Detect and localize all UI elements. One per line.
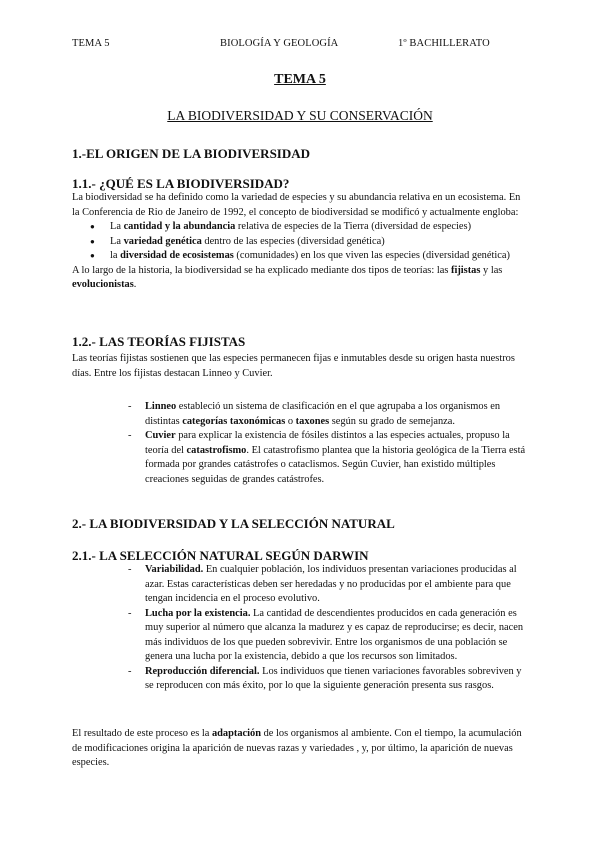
list-item: - Lucha por la existencia. La cantidad de descendientes producidos en cada generación es muy superior al número que alcanza la madurez y es capaz de reproducirse; es decir, nacen más individuos de los que pueden sobrevivir. Entre los organismos de una población se genera una lucha por la existencia, debido a que los recursos son limitados. xyxy=(128,607,528,665)
document-subtitle: LA BIODIVERSIDAD Y SU CONSERVACIÓN xyxy=(167,108,433,123)
section-1-1-body xyxy=(72,191,530,293)
header-center: BIOLOGÍA Y GEOLOGÍA xyxy=(220,38,339,49)
biodiversity-list xyxy=(72,220,530,264)
list-item: - Linneo estableció un sistema de clasificación en el que agrupaba a los organismos en distintas categorías taxonómicas o taxones según su grado de semejanza. xyxy=(128,400,528,429)
document-title: TEMA 5 xyxy=(274,72,326,87)
section-1-heading: 1.-EL ORIGEN DE LA BIODIVERSIDAD xyxy=(72,146,311,161)
list-item: - Reproducción diferencial. Los individuos que tienen variaciones favorables sobreviven y se reproducen con más éxito, por lo que la siguiente generación presenta sus rasgos. xyxy=(128,665,528,694)
header-left: TEMA 5 xyxy=(72,38,110,49)
section-2-1-outro: El resultado de este proceso es la adaptación de los organismos al ambiente. Con el tiempo, la acumulación de modificaciones origina la aparición de nuevas razas y variedades , y, por último, la aparición de nuevas especies. xyxy=(72,728,522,768)
section-1-2-heading: 1.2.- LAS TEORÍAS FIJISTAS xyxy=(72,334,246,349)
section-1-1-outro: A lo largo de la historia, la biodiversidad se ha explicado mediante dos tipos de teorías: las fijistas y las evolucionistas. xyxy=(72,264,503,290)
list-item: - Variabilidad. En cualquier población, los individuos presentan variaciones producidas al azar. Estas características deben ser heredadas y no producidas por el ambiente para que tengan incidencia en el proceso evolutivo. xyxy=(128,563,528,607)
section-2-heading: 2.- LA BIODIVERSIDAD Y LA SELECCIÓN NATURAL xyxy=(72,516,395,531)
section-2-1-heading: 2.1.- LA SELECCIÓN NATURAL SEGÚN DARWIN xyxy=(72,548,369,563)
list-item: ● La cantidad y la abundancia relativa de especies de la Tierra (diversidad de especies) xyxy=(90,220,530,235)
section-1-1-intro: La biodiversidad se ha definido como la variedad de especies y su abundancia relativa en un ecosistema. En la Conferencia de Rio de Janeiro de 1992, el concepto de biodiversidad se modificó y actualmente engloba: xyxy=(72,192,521,218)
section-1-1-heading: 1.1.- ¿QUÉ ES LA BIODIVERSIDAD? xyxy=(72,176,290,191)
section-1-2-intro: Las teorías fijistas sostienen que las especies permanecen fijas e inmutables desde su origen hasta nuestros días. Entre los fijistas destacan Linneo y Cuvier. xyxy=(72,353,515,379)
header-right: 1º BACHILLERATO xyxy=(398,38,490,49)
fixist-list xyxy=(128,400,528,487)
list-item: ● la diversidad de ecosistemas (comunidades) en los que viven las especies (diversidad genética) xyxy=(90,249,530,264)
list-item: - Cuvier para explicar la existencia de fósiles distintos a las especies actuales, propuso la teoría del catastrofismo. El catastrofismo plantea que la historia geológica de la Tierra está formada por grandes catástrofes o cataclismos. Según Cuvier, han existido múltiples creaciones seguidas de grandes catástrofes. xyxy=(128,429,528,487)
darwin-list xyxy=(128,563,528,694)
list-item: ● La variedad genética dentro de las especies (diversidad genética) xyxy=(90,235,530,250)
